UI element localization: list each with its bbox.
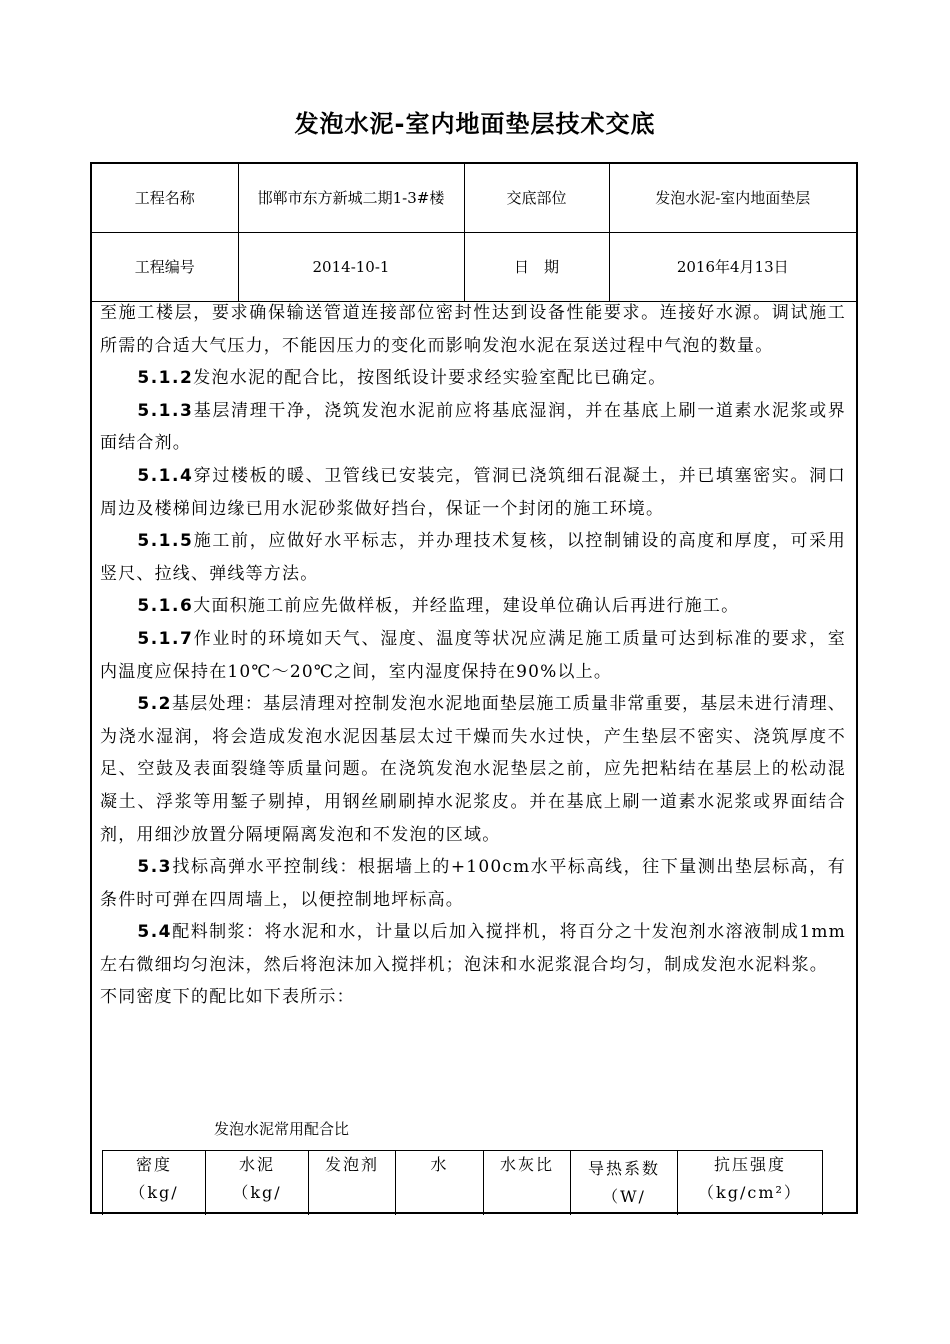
paragraph: 5.1.2发泡水泥的配合比，按图纸设计要求经实验室配比已确定。 [137,368,667,389]
date-value: 2016年4月13日 [609,233,856,302]
col-thermal-conductivity: 导热系数 （W/ [571,1151,678,1216]
paragraph: 5.1.7作业时的环境如天气、湿度、温度等状况应满足施工质量可达到标准的要求，室内温度应保持在10℃～20℃之间，室内湿度保持在90%以上。 [100,628,846,682]
date-label: 日 期 [464,233,609,302]
table-caption: 发泡水泥常用配合比 [214,1120,350,1138]
paragraph: 至施工楼层，要求确保输送管道连接部位密封性达到设备性能要求。连接好水源。调试施工所需的合适大气压力，不能因压力的变化而影响发泡水泥在泵送过程中气泡的数量。 [100,303,846,356]
project-name-label: 工程名称 [92,164,238,233]
project-no-label: 工程编号 [92,233,238,302]
col-water: 水 [396,1151,484,1216]
paragraph: 5.1.5施工前，应做好水平标志，并办理技术复核，以控制铺设的高度和厚度，可采用竖尺、拉线、弹线等方法。 [100,531,846,584]
paragraph: 5.4配料制浆：将水泥和水，计量以后加入搅拌机，将百分之十发泡剂水溶液制成1mm左右微细均匀泡沫，然后将泡沫加入搅拌机；泡沫和水泥浆混合均匀，制成发泡水泥料浆。 [100,922,846,975]
paragraph: 5.1.6大面积施工前应先做样板，并经监理，建设单位确认后再进行施工。 [137,596,740,617]
paragraph: 5.1.3基层清理干净，浇筑发泡水泥前应将基底湿润，并在基底上刷一道素水泥浆或界面结合剂。 [100,400,846,454]
header-table [92,164,856,302]
col-cement: 水泥 （kg/ [206,1151,309,1216]
document-title: 发泡水泥-室内地面垫层技术交底 [294,110,656,138]
paragraph: 5.2基层处理：基层清理对控制发泡水泥地面垫层施工质量非常重要，基层未进行清理、为浇水湿润，将会造成发泡水泥因基层太过干燥而失水过快，产生垫层不密实、浇筑厚度不足、空鼓及表面裂缝等质量问题。在浇筑发泡水泥垫层之前，应先把粘结在基层上的松动混凝土、浮浆等用錾子剔掉，用钢丝刷刷掉水泥浆皮。并在基底上刷一道素水泥浆或界面结合剂，用细沙放置分隔埂隔离发泡和不发泡的区域。 [100,694,846,845]
paragraph: 不同密度下的配比如下表所示： [100,987,355,1008]
paragraph: 5.1.4穿过楼板的暖、卫管线已安装完，管洞已浇筑细石混凝土，并已填塞密实。洞口周边及楼梯间边缘已用水泥砂浆做好挡台，保证一个封闭的施工环境。 [100,465,846,519]
mix-ratio-table [102,1150,823,1215]
paragraph: 5.3找标高弹水平控制线：根据墙上的+100cm水平标高线，往下量测出垫层标高，有条件时可弹在四周墙上，以便控制地坪标高。 [100,857,846,910]
part-label: 交底部位 [464,164,609,233]
col-foaming-agent: 发泡剂 [309,1151,396,1216]
project-name-value: 邯郸市东方新城二期1-3#楼 [238,164,464,233]
body-text [100,297,846,1014]
project-no-value: 2014-10-1 [238,233,464,302]
col-compressive-strength: 抗压强度 （kg/cm²） [678,1151,823,1216]
col-density: 密度 （kg/ [103,1151,206,1216]
part-value: 发泡水泥-室内地面垫层 [609,164,856,233]
col-water-cement-ratio: 水灰比 [484,1151,571,1216]
